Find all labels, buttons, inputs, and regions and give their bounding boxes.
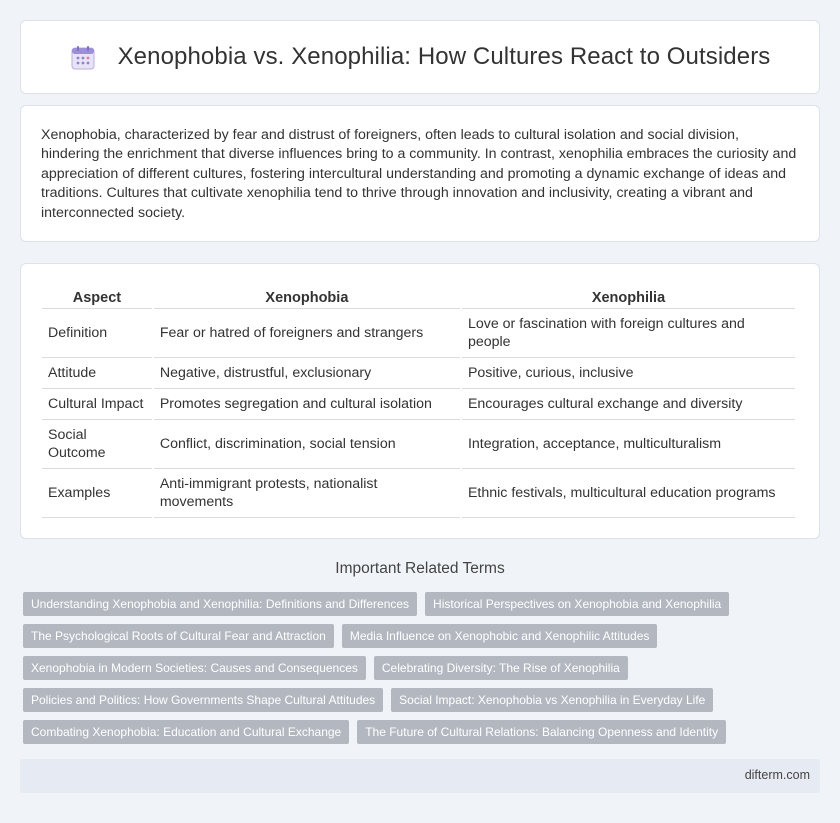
related-terms-list [23, 592, 823, 752]
header-xenophobia: Xenophobia [154, 285, 460, 309]
table-header-row [42, 285, 795, 309]
related-term-link[interactable]: Xenophobia in Modern Societies: Causes and Consequences [23, 656, 366, 680]
related-term-link[interactable]: Understanding Xenophobia and Xenophilia: Definitions and Differences [23, 592, 417, 616]
header-xenophilia: Xenophilia [462, 285, 795, 309]
calendar-icon [70, 45, 96, 71]
comparison-table [40, 285, 797, 518]
footer-bar [20, 759, 820, 793]
table-cell-xenophilia: Encourages cultural exchange and diversity [462, 389, 795, 420]
related-term-link[interactable]: Combating Xenophobia: Education and Cultural Exchange [23, 720, 349, 744]
intro-card [20, 105, 820, 242]
table-cell-xenophobia: Conflict, discrimination, social tension [154, 420, 460, 469]
tag-row [23, 656, 823, 680]
table-row [42, 309, 795, 358]
comparison-card [20, 263, 820, 539]
table-cell-xenophobia: Anti-immigrant protests, nationalist movements [154, 469, 460, 518]
table-row [42, 469, 795, 518]
related-terms-title: Important Related Terms [335, 560, 505, 577]
intro-paragraph: Xenophobia, characterized by fear and distrust of foreigners, often leads to cultural isolation and social division, hindering the enrichment that diverse influences bring to a community. In contrast, xenophilia embraces the curiosity and appreciation of different cultures, fostering intercultural understanding and promoting a dynamic exchange of ideas and traditions. Cultures that cultivate xenophilia tend to thrive through innovation and inclusivity, creating a vibrant and interconnected society. [41, 127, 797, 221]
related-term-link[interactable]: Policies and Politics: How Governments Shape Cultural Attitudes [23, 688, 383, 712]
table-cell-xenophobia: Fear or hatred of foreigners and strangers [154, 309, 460, 358]
related-term-link[interactable]: Social Impact: Xenophobia vs Xenophilia in Everyday Life [391, 688, 713, 712]
table-cell-aspect: Definition [42, 309, 152, 358]
table-cell-xenophobia: Promotes segregation and cultural isolation [154, 389, 460, 420]
title-wrap [70, 43, 771, 71]
table-cell-aspect: Examples [42, 469, 152, 518]
related-term-link[interactable]: The Future of Cultural Relations: Balancing Openness and Identity [357, 720, 726, 744]
tag-row [23, 624, 823, 648]
table-cell-xenophobia: Negative, distrustful, exclusionary [154, 358, 460, 389]
tag-row [23, 720, 823, 744]
table-cell-aspect: Social Outcome [42, 420, 152, 469]
tag-row [23, 592, 823, 616]
footer-brand-link[interactable]: difterm.com [744, 768, 810, 782]
tag-row [23, 688, 823, 712]
header-card [20, 20, 820, 94]
table-cell-xenophilia: Positive, curious, inclusive [462, 358, 795, 389]
related-term-link[interactable]: Celebrating Diversity: The Rise of Xenophilia [374, 656, 628, 680]
header-aspect: Aspect [42, 285, 152, 309]
table-cell-xenophilia: Ethnic festivals, multicultural education programs [462, 469, 795, 518]
table-cell-aspect: Cultural Impact [42, 389, 152, 420]
table-row [42, 389, 795, 420]
related-term-link[interactable]: Media Influence on Xenophobic and Xenophilic Attitudes [342, 624, 658, 648]
table-row [42, 420, 795, 469]
page-title: Xenophobia vs. Xenophilia: How Cultures React to Outsiders [117, 43, 771, 70]
table-cell-xenophilia: Integration, acceptance, multiculturalism [462, 420, 795, 469]
related-term-link[interactable]: Historical Perspectives on Xenophobia and Xenophilia [425, 592, 729, 616]
table-row [42, 358, 795, 389]
related-term-link[interactable]: The Psychological Roots of Cultural Fear and Attraction [23, 624, 334, 648]
table-cell-aspect: Attitude [42, 358, 152, 389]
table-cell-xenophilia: Love or fascination with foreign cultures and people [462, 309, 795, 358]
